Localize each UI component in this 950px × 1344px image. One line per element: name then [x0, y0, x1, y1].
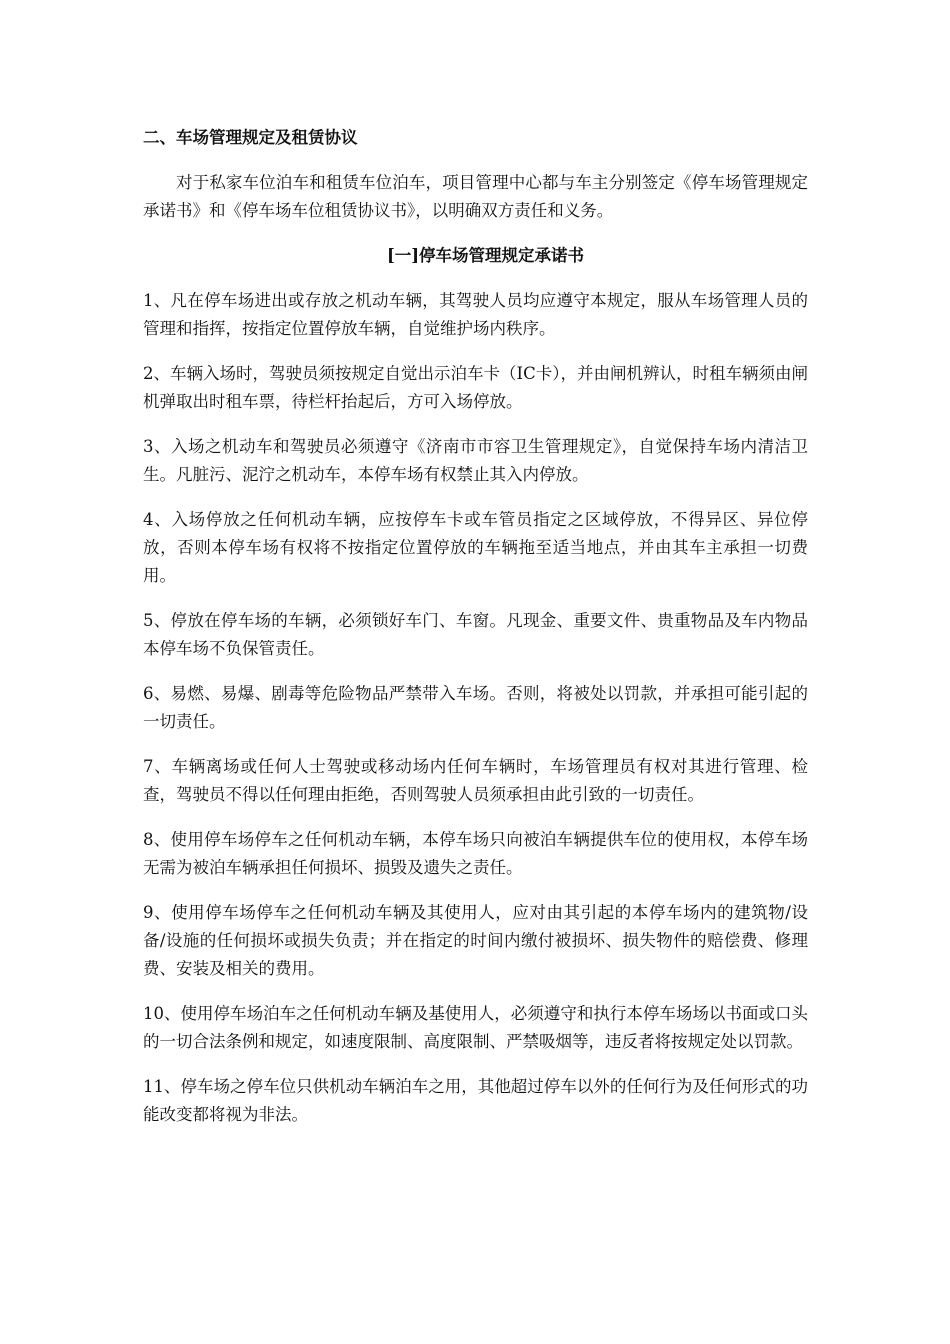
clause-1: 1、凡在停车场进出或存放之机动车辆，其驾驶人员均应遵守本规定，服从车场管理人员的管理和指挥，按指定位置停放车辆，自觉维护场内秩序。: [143, 291, 808, 338]
clause-2: 2、车辆入场时，驾驶员须按规定自觉出示泊车卡（IC卡），并由闸机辨认，时租车辆须由闸机弹取出时租车票，待栏杆抬起后，方可入场停放。: [143, 364, 808, 411]
subsection-title: [一]停车场管理规定承诺书: [386, 246, 585, 265]
clause-3: 3、入场之机动车和驾驶员必须遵守《济南市市容卫生管理规定》，自觉保持车场内清洁卫生。凡脏污、泥泞之机动车，本停车场有权禁止其入内停放。: [143, 437, 808, 484]
clause-8: 8、使用停车场停车之任何机动车辆，本停车场只向被泊车辆提供车位的使用权，本停车场无需为被泊车辆承担任何损坏、损毁及遗失之责任。: [143, 830, 808, 877]
clause-7: 7、车辆离场或任何人士驾驶或移动场内任何车辆时，车场管理员有权对其进行管理、检查，驾驶员不得以任何理由拒绝，否则驾驶人员须承担由此引致的一切责任。: [143, 757, 808, 804]
document-page: [143, 124, 808, 1146]
clause-6: 6、易燃、易爆、剧毒等危险物品严禁带入车场。否则，将被处以罚款，并承担可能引起的一切责任。: [143, 684, 808, 731]
clause-10: 10、使用停车场泊车之任何机动车辆及基使用人，必须遵守和执行本停车场场以书面或口头的一切合法条例和规定，如速度限制、高度限制、严禁吸烟等，违反者将按规定处以罚款。: [143, 1004, 808, 1051]
clause-9: 9、使用停车场停车之任何机动车辆及其使用人，应对由其引起的本停车场内的建筑物/设备/设施的任何损坏或损失负责；并在指定的时间内缴付被损坏、损失物件的赔偿费、修理费、安装及相关的费用。: [143, 903, 808, 978]
clause-5: 5、停放在停车场的车辆，必须锁好车门、车窗。凡现金、重要文件、贵重物品及车内物品本停车场不负保管责任。: [143, 611, 808, 658]
intro-paragraph: 对于私家车位泊车和租赁车位泊车，项目管理中心都与车主分别签定《停车场管理规定承诺书》和《停车场车位租赁协议书》，以明确双方责任和义务。: [143, 173, 808, 220]
clause-11: 11、停车场之停车位只供机动车辆泊车之用，其他超过停车以外的任何行为及任何形式的功能改变都将视为非法。: [143, 1077, 808, 1124]
section-title: 二、车场管理规定及租赁协议: [143, 128, 358, 147]
clause-4: 4、入场停放之任何机动车辆，应按停车卡或车管员指定之区域停放，不得异区、异位停放，否则本停车场有权将不按指定位置停放的车辆拖至适当地点，并由其车主承担一切费用。: [143, 510, 808, 585]
